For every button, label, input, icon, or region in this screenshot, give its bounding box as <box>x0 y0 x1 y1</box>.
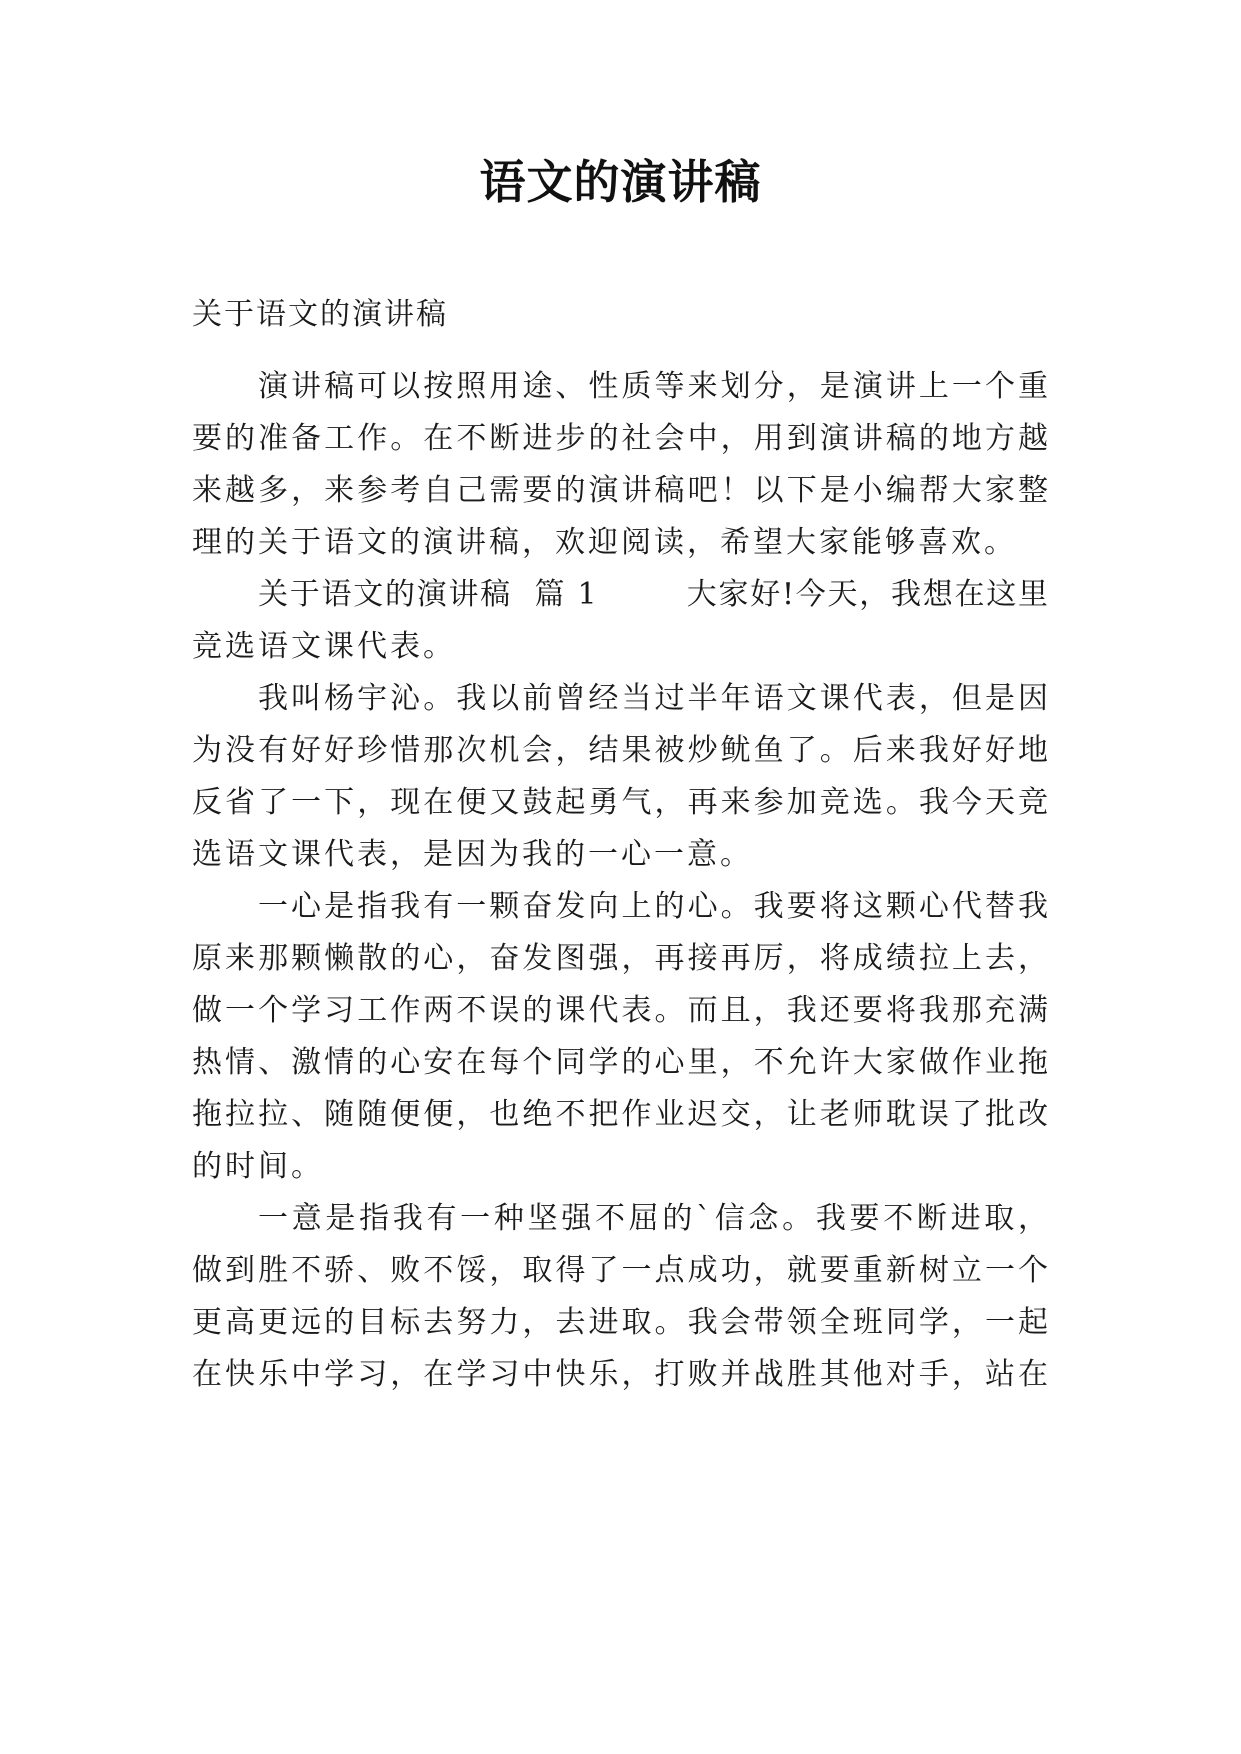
paragraph-line: 做一个学习工作两不误的课代表。而且，我还要将我那充满 <box>192 993 1048 1028</box>
paragraph-line: 反省了一下，现在便又鼓起勇气，再来参加竞选。我今天竞 <box>192 785 1048 820</box>
paragraph-line: 来越多，来参考自己需要的演讲稿吧！以下是小编帮大家整 <box>192 473 1048 508</box>
paragraph-line: 要的准备工作。在不断进步的社会中，用到演讲稿的地方越 <box>192 421 1048 456</box>
paragraph-line: 演讲稿可以按照用途、性质等来划分，是演讲上一个重 <box>258 369 1048 404</box>
paragraph-line: 一意是指我有一种坚强不屈的`信念。我要不断进取， <box>258 1201 1048 1236</box>
paragraph-line: 选语文课代表，是因为我的一心一意。 <box>192 837 753 872</box>
paragraph-line: 关于语文的演讲稿 篇 1 大家好!今天，我想在这里 <box>258 577 1048 612</box>
document-subtitle: 关于语文的演讲稿 <box>192 297 448 332</box>
paragraph-line: 理的关于语文的演讲稿，欢迎阅读，希望大家能够喜欢。 <box>192 525 1017 560</box>
paragraph-line: 的时间。 <box>192 1149 324 1184</box>
paragraph-line: 拖拉拉、随随便便，也绝不把作业迟交，让老师耽误了批改 <box>192 1097 1048 1132</box>
paragraph-line: 我叫杨宇沁。我以前曾经当过半年语文课代表，但是因 <box>258 681 1048 716</box>
paragraph-line: 竞选语文课代表。 <box>192 629 456 664</box>
document-title: 语文的演讲稿 <box>479 155 762 209</box>
paragraph-line: 一心是指我有一颗奋发向上的心。我要将这颗心代替我 <box>258 889 1048 924</box>
paragraph-line: 在快乐中学习，在学习中快乐，打败并战胜其他对手，站在 <box>192 1357 1048 1392</box>
paragraph-line: 热情、激情的心安在每个同学的心里，不允许大家做作业拖 <box>192 1045 1048 1080</box>
paragraph-line: 更高更远的目标去努力，去进取。我会带领全班同学，一起 <box>192 1305 1048 1340</box>
paragraph-line: 为没有好好珍惜那次机会，结果被炒鱿鱼了。后来我好好地 <box>192 733 1048 768</box>
paragraph-line: 做到胜不骄、败不馁，取得了一点成功，就要重新树立一个 <box>192 1253 1048 1288</box>
paragraph-line: 原来那颗懒散的心，奋发图强，再接再厉，将成绩拉上去， <box>192 941 1048 976</box>
